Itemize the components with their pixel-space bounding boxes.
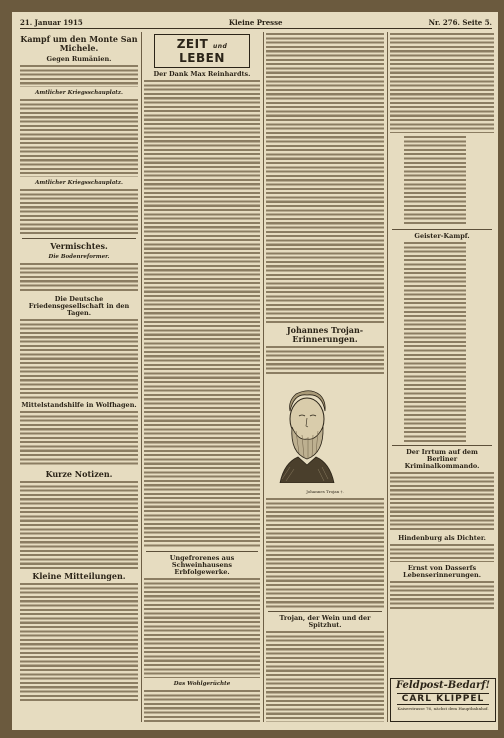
headline: Kurze Notizen.: [45, 469, 113, 479]
text-block: [390, 472, 494, 532]
banner-word: LEBEN: [179, 51, 225, 65]
headline: Geister-Kampf.: [414, 232, 470, 240]
ad-address: Kaiserstrasse 76, nächst dem Hauptbahnhof.: [397, 706, 489, 711]
poem-block: [404, 242, 466, 442]
header-paper-name: Kleine Presse: [228, 17, 283, 27]
divider: [146, 551, 258, 552]
text-block: [20, 411, 138, 467]
divider: [392, 229, 492, 230]
text-block: [266, 33, 384, 323]
text-block: [20, 263, 138, 293]
text-block: [266, 346, 384, 376]
poem-block: [404, 136, 466, 226]
headline: Johannes Trojan-Erinnerungen.: [286, 325, 364, 344]
text-block: [20, 319, 138, 399]
column-2: [144, 32, 260, 722]
page-header: [20, 16, 492, 29]
portrait-caption: Johannes Trojan †.: [306, 489, 344, 494]
ad-company-name: CARL KLIPPEL: [397, 693, 489, 705]
text-block: [266, 498, 384, 608]
portrait-engraving: [266, 383, 348, 483]
subheadline: Amtlicher Kriegsschauplatz.: [35, 180, 123, 186]
text-block: [390, 33, 494, 133]
text-block: [20, 189, 138, 235]
text-block: [390, 544, 494, 562]
headline: Kleine Mitteilungen.: [32, 571, 126, 581]
banner-word: ZEIT: [176, 37, 209, 51]
header-date: 21. Januar 1915: [20, 17, 83, 27]
column-4: [390, 32, 494, 722]
ad-headline: Feldpost-Bedarf!: [395, 680, 490, 691]
text-block: [144, 80, 260, 548]
headline: Ernst von Dasserfs Lebenserinnerungen.: [403, 564, 481, 579]
column-3: [266, 32, 384, 722]
headline: Die Deutsche Friedensgesellschaft in den Tagen.: [28, 295, 130, 317]
header-page-number: Nr. 276. Seite 5.: [428, 17, 492, 27]
text-block: [266, 631, 384, 722]
divider: [268, 611, 382, 612]
divider: [22, 238, 136, 239]
newspaper-page: [12, 12, 498, 730]
subheadline: Amtlicher Kriegsschauplatz.: [35, 90, 123, 96]
text-block: [20, 65, 138, 87]
headline: Der Irrtum auf dem Berliner Kriminalkommando.: [404, 448, 480, 470]
column-1: [20, 32, 138, 722]
subheadline: Die Bodenreformer.: [48, 254, 110, 260]
column-divider: [387, 32, 388, 722]
text-block: [390, 581, 494, 611]
banner-word: und: [212, 43, 228, 50]
section-banner: [154, 34, 250, 68]
subheadline: Gegen Rumänien.: [46, 55, 112, 63]
text-block: [20, 99, 138, 177]
headline: Trojan, der Wein und der Spitzhut.: [279, 614, 371, 629]
text-block: [144, 690, 260, 722]
divider: [392, 445, 492, 446]
headline: Hindenburg als Dichter.: [398, 534, 486, 542]
text-block: [144, 578, 260, 678]
text-block: [20, 481, 138, 569]
headline: Mittelstandshilfe in Wolfhagen.: [21, 401, 137, 409]
subheadline: Das Wohlgerüchte: [173, 681, 231, 687]
section-heading: Vermischtes.: [50, 241, 108, 251]
headline: Ungefrorenes aus Schweinhausens Erbfolgewerke.: [169, 554, 235, 576]
advertisement: [390, 678, 496, 722]
column-divider: [141, 32, 142, 722]
column-divider: [263, 32, 264, 722]
headline: Kampf um den Monte San Michele.: [20, 34, 138, 53]
headline: Der Dank Max Reinhardts.: [153, 70, 251, 78]
text-block: [20, 583, 138, 703]
